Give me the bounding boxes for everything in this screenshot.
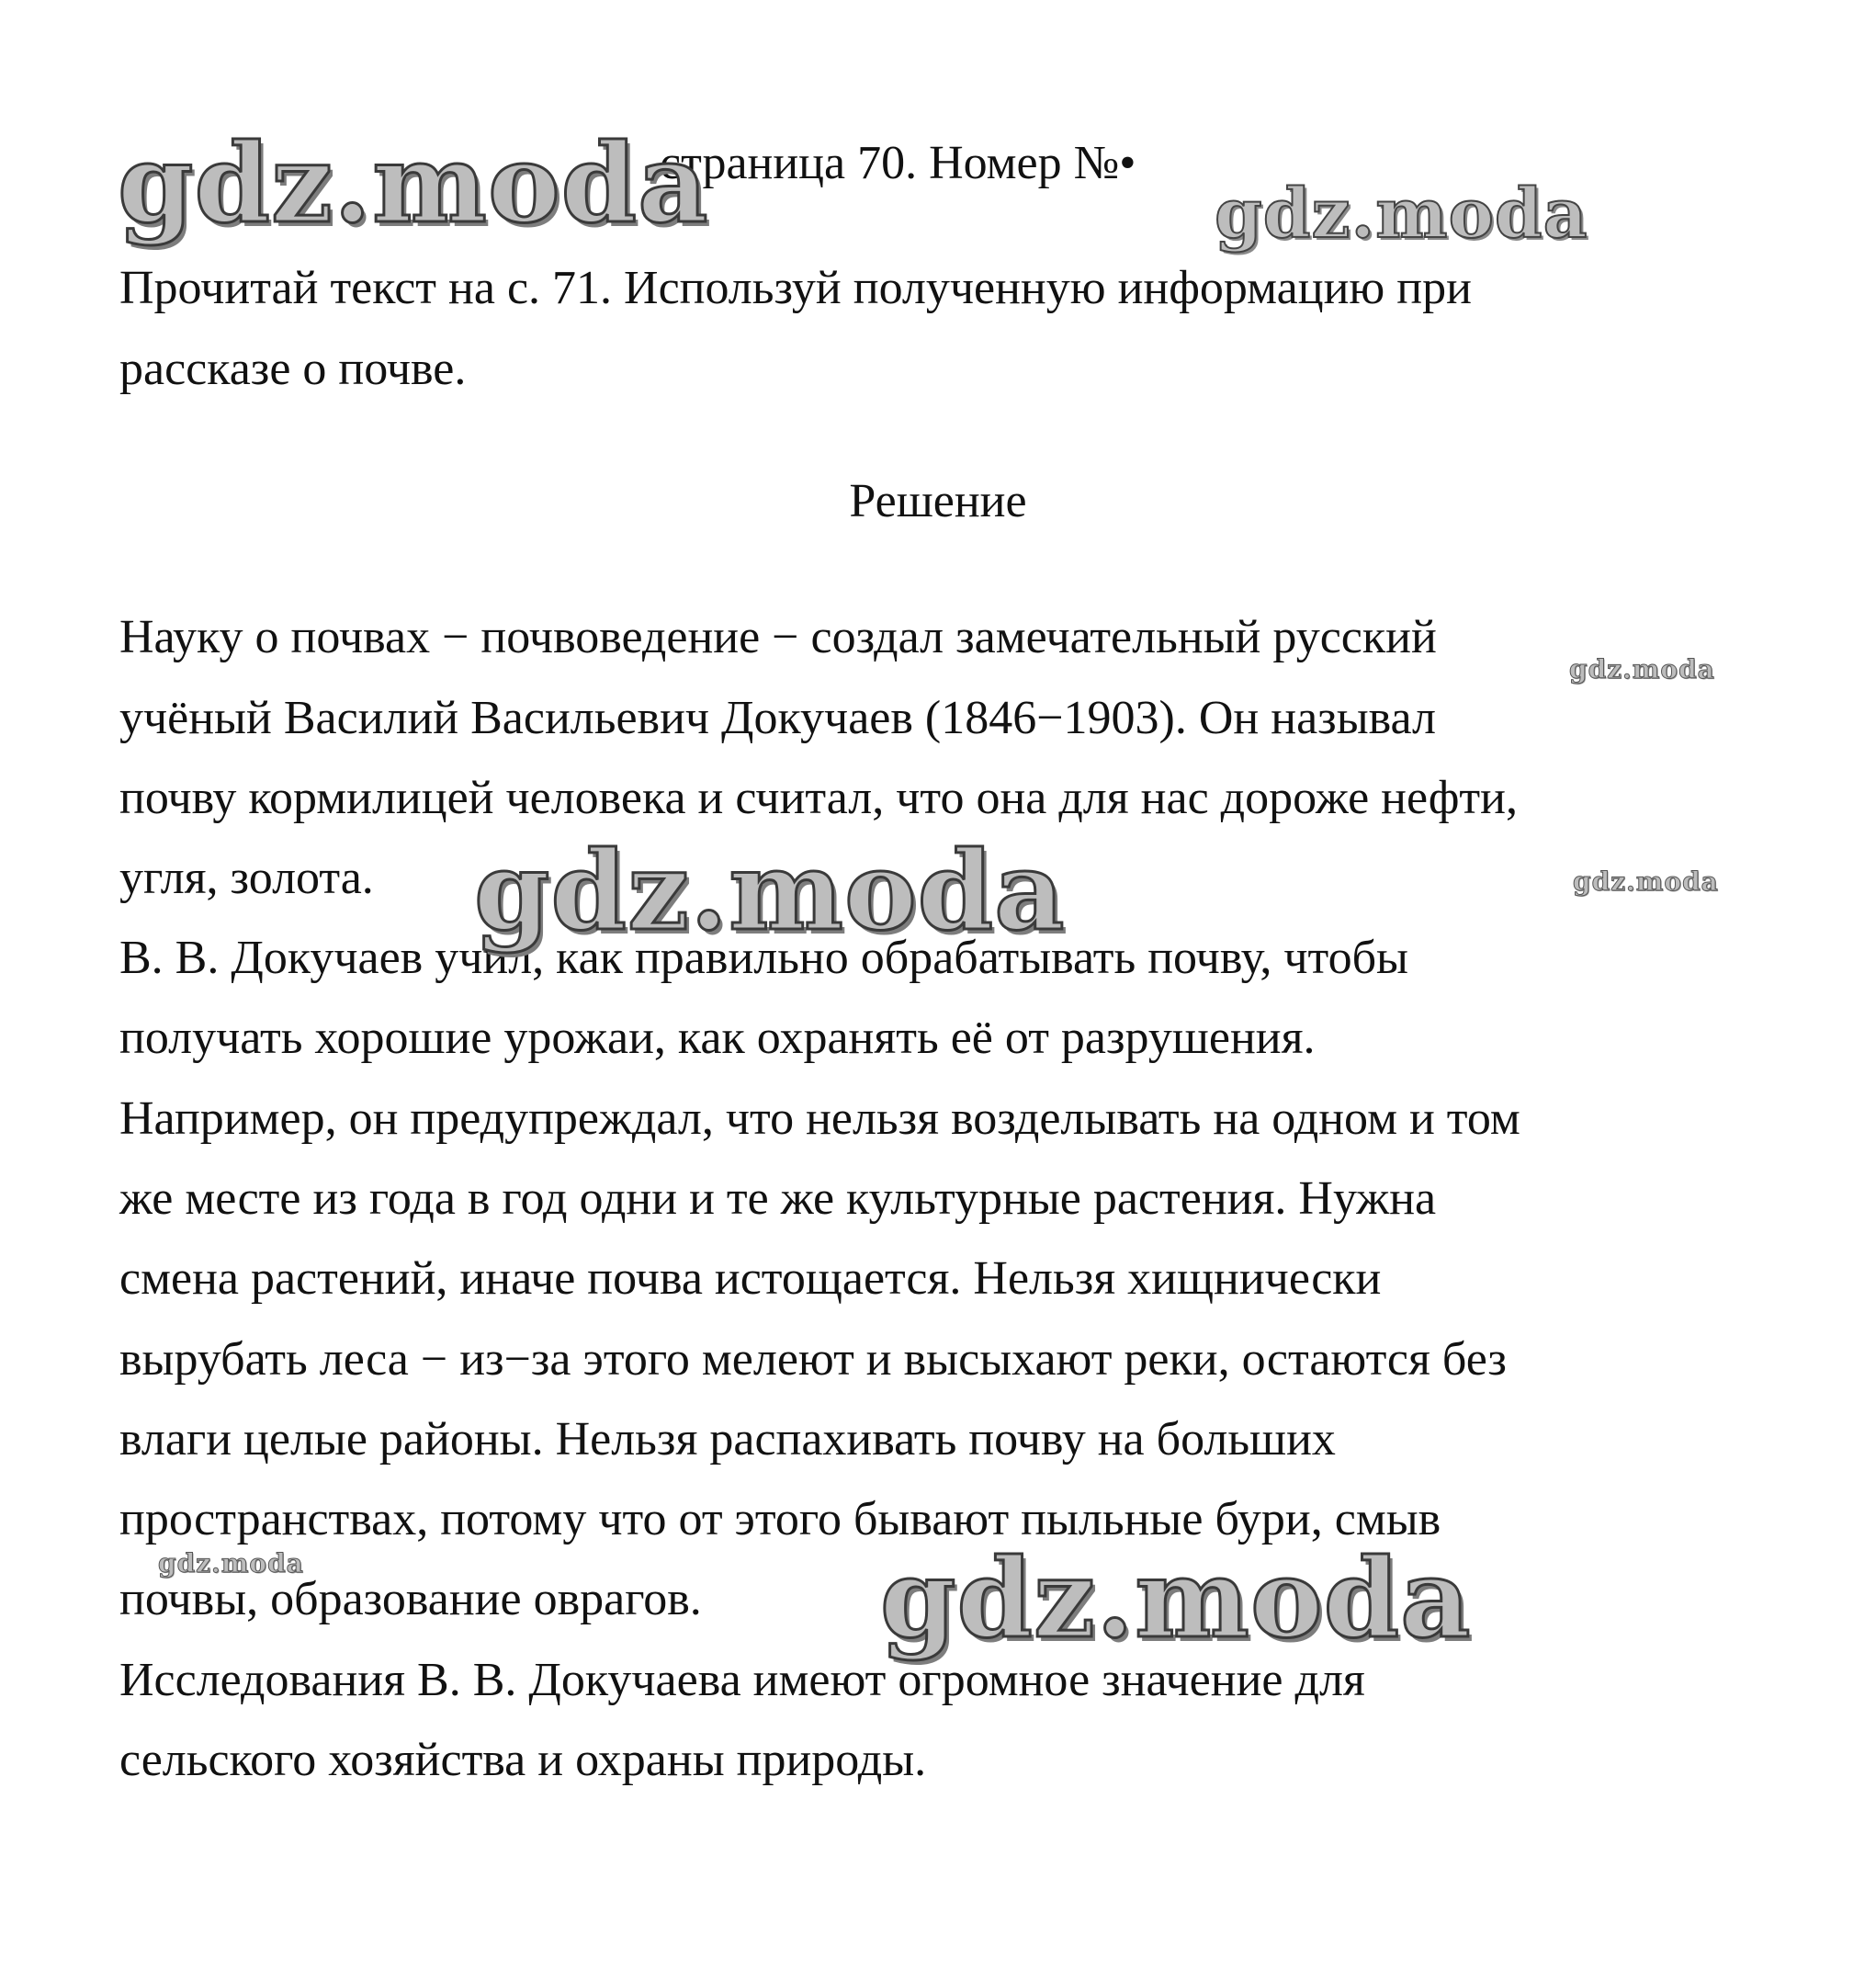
solution-line-10: вырубать леса − из−за этого мелеют и высыхают реки, остаются без [119, 1333, 1507, 1386]
watermark-logo: gdz.moda [880, 1534, 1472, 1662]
watermark-logo: gdz.moda [474, 827, 1066, 955]
solution-line-1: Науку о почвах − почвоведение − создал замечательный русский [119, 611, 1437, 663]
solution-line-13: почвы, образование оврагов. [119, 1573, 702, 1625]
watermark-logo: gdz.moda [118, 119, 709, 247]
solution-heading: Решение [849, 475, 1027, 527]
solution-line-9: смена растений, иначе почва истощается. Нельзя хищнически [119, 1252, 1382, 1305]
solution-line-8: же месте из года в год одни и те же культурные растения. Нужна [119, 1172, 1437, 1225]
solution-line-11: влаги целые районы. Нельзя распахивать почву на больших [119, 1413, 1336, 1465]
watermark-logo: gdz.moda [1569, 654, 1715, 685]
solution-line-15: сельского хозяйства и охраны природы. [119, 1734, 927, 1786]
solution-line-3: почву кормилицей человека и считал, что она для нас дороже нефти, [119, 772, 1518, 824]
watermark-logo: gdz.moda [1573, 866, 1719, 897]
solution-line-14: Исследования В. В. Докучаева имеют огромное значение для [119, 1654, 1365, 1706]
watermark-logo: gdz.moda [158, 1548, 304, 1579]
solution-line-12: пространствах, потому что от этого бывают пыльные бури, смыв [119, 1493, 1441, 1545]
solution-line-4: угля, золота. [119, 852, 374, 904]
solution-line-5: В. В. Докучаев учил, как правильно обрабатывать почву, чтобы [119, 932, 1408, 984]
task-line-2: рассказе о почве. [119, 343, 467, 395]
page-title: страница 70. Номер №• [660, 137, 1136, 189]
task-line-1: Прочитай текст на с. 71. Используй полученную информацию при [119, 262, 1472, 314]
solution-line-6: получать хорошие урожаи, как охранять её от разрушения. [119, 1012, 1316, 1064]
watermark-logo: gdz.moda [1215, 175, 1588, 254]
solution-line-2: учёный Василий Васильевич Докучаев (1846−1903). Он называл [119, 692, 1436, 744]
solution-line-7: Например, он предупреждал, что нельзя возделывать на одном и том [119, 1092, 1520, 1145]
